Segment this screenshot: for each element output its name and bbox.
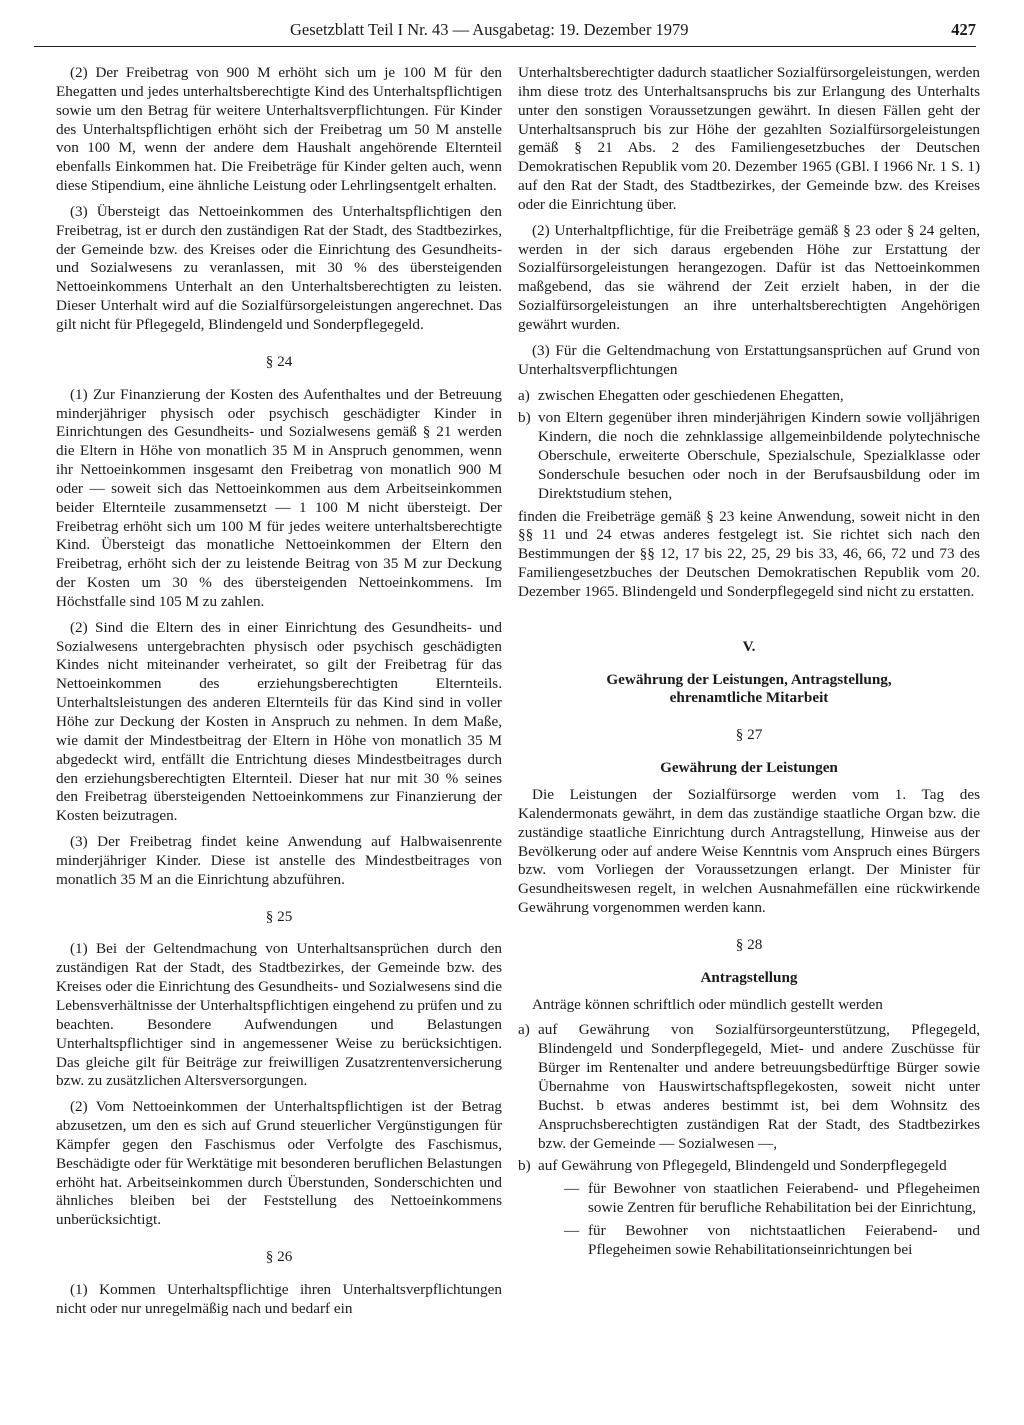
section-heading-26: § 26 bbox=[265, 1248, 293, 1266]
dash-text: für Bewohner von nichtstaatlichen Feierabend- und Pflegeheimen sowie Rehabilitationseinrichtungen bei bbox=[588, 1221, 980, 1258]
list-label: a) bbox=[518, 1021, 530, 1039]
paragraph: (2) Sind die Eltern des in einer Einrichtung des Gesundheits- und Sozialwesens untergebrachten physisch oder psychisch geschädigten Kindes nicht miteinander verheiratet, so gilt der Freibetrag für das Nettoeinkommen des erziehungsberechtigten Elternteils. Unterhaltsleistungen des anderen Elternteils für das Kind sind in voller Höhe zur Deckung der Kosten in Anspruch zu nehmen. In dem Maße, wie damit der Mindestbeitrag der Eltern in Höhe von monatlich 35 M abgedeckt wird, entfällt die Entrichtung dieses Mindestbeitrages durch den erziehungsberechtigten Elternteil. Dieser hat nur mit 30 % seines den Freibetrag übersteigenden Nettoeinkommens zur Finanzierung der Kosten beizutragen. bbox=[56, 618, 502, 825]
paragraph: Anträge können schriftlich oder mündlich gestellt werden bbox=[532, 995, 883, 1013]
list-item bbox=[518, 387, 980, 406]
dash-item bbox=[518, 1222, 980, 1260]
paragraph: (3) Übersteigt das Nettoeinkommen des Unterhaltspflichtigen den Freibetrag, ist er durch den zuständigen Rat der Stadt, des Stadtbezirkes, der Gemeinde bzw. des Kreises oder die Einrichtung des Gesundheits- und Sozialwesens zu veranlassen, mit 30 % des übersteigenden Nettoeinkommens Unterhalt an den Unterhaltsberechtigten zu leisten. Dieser Unterhalt wird auf die Sozialfürsorgeleistungen angerechnet. Das gilt nicht für Pflegegeld, Blindengeld und Sonderpflegegeld. bbox=[56, 202, 502, 333]
paragraph: (1) Zur Finanzierung der Kosten des Aufenthaltes und der Betreuung minderjähriger physisch oder psychisch geschädigter Kinder in Einrichtungen des Gesundheits- und Sozialwesens gemäß § 21 werden die Eltern in Höhe von monatlich 35 M in Anspruch genommen, wenn ihr Nettoeinkommen insgesamt den Freibetrag von monatlich 900 M oder — soweit sich das Nettoeinkommen aus dem Arbeitseinkommen beider Elternteile zusammensetzt — 1 100 M nicht übersteigt. Der Freibetrag erhöht sich um 100 M für jedes weitere unterhaltsberechtigte Kind. Übersteigt das monatliche Nettoeinkommen der Eltern den Freibetrag, erhöht sich der zu leistende Beitrag von 35 M zur Deckung der Kosten um 30 % des übersteigenden Nettoeinkommens. Im Höchstfalle sind 105 M zu zahlen. bbox=[56, 385, 502, 610]
running-head: Gesetzblatt Teil I Nr. 43 — Ausgabetag: 19. Dezember 1979 bbox=[290, 20, 689, 39]
part-title: Gewährung der Leistungen, Antragstellung, bbox=[606, 670, 892, 688]
paragraph: (2) Vom Nettoeinkommen der Unterhaltspflichtigen ist der Betrag abzusetzen, um den es sich auf Grund steuerlicher Vergünstigungen für Kämpfer gegen den Faschismus oder Verfolgte des Faschismus, Beschädigte oder für Werktätige mit besonderen beruflichen Belastungen erhöht hat. Arbeitseinkommen durch Überstunden, Sonderschichten und ähnliches bleiben bei der Feststellung des Nettoeinkommens unberücksichtigt. bbox=[56, 1098, 502, 1229]
list-label: a) bbox=[518, 386, 530, 404]
list-item bbox=[518, 1157, 980, 1176]
paragraph: (3) Der Freibetrag findet keine Anwendung auf Halbwaisenrente minderjähriger Kinder. Diese ist anstelle des Mindestbeitrages von monatlich 35 M an die Einrichtung abzuführen. bbox=[56, 833, 502, 888]
page-number: 427 bbox=[951, 20, 976, 39]
dash-label: — bbox=[564, 1221, 580, 1239]
list-text: zwischen Ehegatten oder geschiedenen Ehegatten, bbox=[538, 386, 844, 404]
dash-item bbox=[518, 1180, 980, 1218]
section-title: Antragstellung bbox=[700, 968, 798, 986]
paragraph: (1) Bei der Geltendmachung von Unterhaltsansprüchen durch den zuständigen Rat der Stadt, des Stadtbezirkes, der Gemeinde bzw. des Kreises oder die Einrichtung des Gesundheits- und Sozialwesens sind die Lebensverhältnisse der Unterhaltspflichtigen eingehend zu prüfen und zu beachten. Besondere Aufwendungen und Belastungen Unterhaltspflichtiger sind in angemessener Weise zu berücksichtigen. Das gleiche gilt für Beiträge zur freiwilligen Zusatzrentenversicherung bzw. zu zusätzlichen Altersversorgungen. bbox=[56, 940, 502, 1090]
list-item bbox=[518, 1021, 980, 1153]
page-header bbox=[34, 20, 976, 47]
right-column bbox=[518, 64, 980, 1264]
paragraph: finden die Freibeträge gemäß § 23 keine Anwendung, soweit nicht in den §§ 11 und 24 etwas anderes festgelegt ist. Sie richtet sich nach den Bestimmungen der §§ 12, 17 bis 22, 25, 29 bis 33, 46, 66, 72 und 73 des Familiengesetzbuches der Deutschen Demokratischen Republik vom 20. Dezember 1965. Blindengeld und Sonderpflegegeld sind nicht zu erstatten. bbox=[518, 507, 980, 600]
left-column bbox=[56, 64, 502, 1326]
paragraph: (1) Kommen Unterhaltspflichtige ihren Unterhaltsverpflichtungen nicht oder nur unregelmäßig nach und bedarf ein bbox=[56, 1280, 502, 1317]
list-item bbox=[518, 409, 980, 503]
list-text: auf Gewährung von Sozialfürsorgeunterstützung, Pflegegeld, Blindengeld und Sonderpflegegeld, Miet- und andere Zuschüsse für Bürger im Rentenalter und andere betreuungsbedürftige Bürger sowie Übernahme von Hauswirtschaftspflegekosten, soweit nicht unter Buchst. b etwas anderes bestimmt ist, bei dem Wohnsitz des Anspruchsberechtigten zuständigen Rat der Stadt, des Stadtbezirkes bzw. der Gemeinde — Sozialwesen —, bbox=[538, 1021, 980, 1152]
section-heading-28: § 28 bbox=[735, 935, 763, 953]
dash-label: — bbox=[564, 1180, 580, 1198]
list-text: auf Gewährung von Pflegegeld, Blindengeld und Sonderpflegegeld bbox=[538, 1157, 947, 1175]
paragraph: (2) Unterhaltpflichtige, für die Freibeträge gemäß § 23 oder § 24 gelten, werden in der sich daraus ergebenden Höhe zur Erstattung der Sozialfürsorgeleistungen herangezogen. Dafür ist das Nettoeinkommen maßgebend, das sie während der Zeit erzielt haben, in der die Sozialfürsorgeleistungen an ihre unterhaltsberechtigten Angehörigen gewährt wurden. bbox=[518, 221, 980, 333]
part-title: ehrenamtliche Mitarbeit bbox=[669, 689, 829, 707]
list-label: b) bbox=[518, 409, 531, 427]
list-label: b) bbox=[518, 1157, 531, 1175]
section-heading-25: § 25 bbox=[265, 907, 293, 925]
section-title: Gewährung der Leistungen bbox=[660, 759, 838, 777]
paragraph: Die Leistungen der Sozialfürsorge werden vom 1. Tag des Kalendermonats gewährt, in dem das zuständige staatliche Organ bzw. die zuständige staatliche Einrichtung durch Antragstellung, Hinweise aus der Bevölkerung oder auf andere Weise Kenntnis vom Anspruch eines Bürgers bzw. vom Vorliegen der Voraussetzungen erlangt. Der Minister für Gesundheitswesen regelt, in welchen Ausnahmefällen eine rückwirkende Gewährung vorgenommen werden kann. bbox=[518, 786, 980, 917]
dash-text: für Bewohner von staatlichen Feierabend- und Pflegeheimen sowie Zentren für berufliche Rehabilitation bei der Einrichtung, bbox=[588, 1180, 980, 1217]
paragraph: (3) Für die Geltendmachung von Erstattungsansprüchen auf Grund von Unterhaltsverpflichtungen bbox=[518, 341, 980, 378]
section-heading-27: § 27 bbox=[735, 726, 763, 744]
paragraph: (2) Der Freibetrag von 900 M erhöht sich um je 100 M für den Ehegatten und jedes unterhaltsberechtigte Kind des Unterhaltspflichtigen sowie um den Betrag für weitere Unterhaltsverpflichtungen. Für Kinder des Unterhaltspflichtigen erhöht sich der Freibetrag um 50 M anstelle von 100 M, wenn der andere dem Haushalt angehörende Elternteil ebenfalls Einkommen hat. Die Freibeträge für Kinder gelten auch, wenn diese Stipendium, eine ähnliche Leistung oder Lehrlingsentgelt erhalten. bbox=[56, 64, 502, 195]
section-heading-24: § 24 bbox=[265, 352, 293, 370]
paragraph: Unterhaltsberechtigter dadurch staatlicher Sozialfürsorgeleistungen, werden ihm diese trotz des Unterhaltsanspruchs bis zur Erlangung des Unterhalts unter den sonstigen Voraussetzungen gewährt. In diesen Fällen geht der Unterhaltsanspruch bis zur Höhe der gezahlten Sozialfürsorgeleistungen gemäß § 21 Abs. 2 des Familiengesetzbuches der Deutschen Demokratischen Republik vom 20. Dezember 1965 (GBl. I 1966 Nr. 1 S. 1) auf den Rat der Stadt, des Stadtbezirkes, der Gemeinde bzw. des Kreises oder die Einrichtung über. bbox=[518, 64, 980, 213]
part-heading: V. bbox=[742, 637, 756, 655]
list-text: von Eltern gegenüber ihren minderjährigen Kindern sowie volljährigen Kindern, die noch die zehnklassige allgemeinbildende polytechnische Oberschule, erweiterte Oberschule, Spezialschule, Spezialklasse oder Sonderschule besuchen oder noch in der Berufsausbildung oder im Direktstudium stehen, bbox=[538, 409, 980, 502]
